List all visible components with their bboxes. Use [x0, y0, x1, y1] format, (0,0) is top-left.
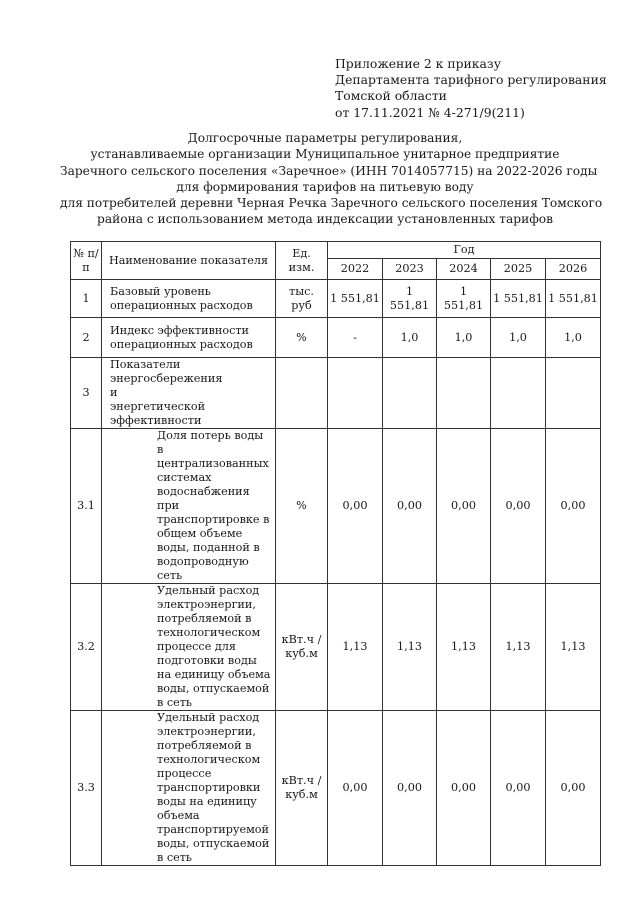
- row-unit: тыс. руб: [276, 280, 328, 318]
- row-num: 3.1: [71, 429, 102, 584]
- row-unit: [276, 358, 328, 429]
- row-value: 1 551,81: [546, 280, 601, 318]
- row-value: [546, 358, 601, 429]
- row-unit: %: [276, 318, 328, 358]
- row-name: Удельный расход электроэнергии, потребляемой в технологическом процессе для подготовки воды на единицу объема воды, отпускаемой в сеть: [102, 584, 276, 711]
- row-value: 1,13: [328, 584, 383, 711]
- row-value: [328, 358, 383, 429]
- row-value: 1,13: [437, 584, 491, 711]
- row-value: 0,00: [328, 711, 383, 866]
- row-name: Доля потерь воды в централизованных системах водоснабжения при транспортировке в общем объеме воды, поданной в водопроводную сеть: [102, 429, 276, 584]
- table-row: [71, 280, 601, 318]
- row-value: 0,00: [546, 429, 601, 584]
- row-value: 0,00: [491, 429, 546, 584]
- title-line: района с использованием метода индексации установленных тарифов: [97, 212, 553, 227]
- row-value: 0,00: [328, 429, 383, 584]
- table-row: [71, 318, 601, 358]
- header-year: 2025: [491, 259, 546, 280]
- row-num: 1: [71, 280, 102, 318]
- row-value: 1 551,81: [383, 280, 437, 318]
- appendix-note-line: от 17.11.2021 № 4-271/9(211): [335, 104, 525, 120]
- row-num: 3.3: [71, 711, 102, 866]
- row-value: 1 551,81: [437, 280, 491, 318]
- title-line: для потребителей деревни Черная Речка Заречного сельского поселения Томского: [60, 196, 603, 211]
- row-value: 1,0: [383, 318, 437, 358]
- row-value: 0,00: [491, 711, 546, 866]
- appendix-note: [335, 56, 607, 121]
- row-unit: кВт.ч / куб.м: [276, 711, 328, 866]
- header-name: Наименование показателя: [102, 242, 276, 280]
- table-row: [71, 429, 601, 584]
- row-value: [383, 358, 437, 429]
- row-value: 0,00: [383, 711, 437, 866]
- row-value: 1,0: [491, 318, 546, 358]
- row-value: 0,00: [437, 711, 491, 866]
- header-year: 2022: [328, 259, 383, 280]
- row-value: 0,00: [383, 429, 437, 584]
- header-year-group: Год: [328, 242, 601, 259]
- row-num: 3: [71, 358, 102, 429]
- table-row: [71, 584, 601, 711]
- row-name: Базовый уровень операционных расходов: [102, 280, 276, 318]
- row-value: 1,13: [546, 584, 601, 711]
- document-title: [60, 130, 603, 228]
- appendix-note-line: Департамента тарифного регулирования: [335, 72, 607, 88]
- row-value: -: [328, 318, 383, 358]
- row-value: 1 551,81: [328, 280, 383, 318]
- row-value: 1 551,81: [491, 280, 546, 318]
- row-value: 0,00: [546, 711, 601, 866]
- row-value: 1,13: [491, 584, 546, 711]
- appendix-note-line: Приложение 2 к приказу: [335, 56, 501, 71]
- row-name: Удельный расход электроэнергии, потребляемой в технологическом процессе транспортировки воды на единицу объема транспортируемой воды, отпускаемой в сеть: [102, 711, 276, 866]
- parameters-table: [70, 241, 601, 866]
- row-value: 0,00: [437, 429, 491, 584]
- header-year: 2023: [383, 259, 437, 280]
- title-line: Долгосрочные параметры регулирования,: [187, 131, 463, 145]
- row-unit: %: [276, 429, 328, 584]
- appendix-note-line: Томской области: [335, 88, 447, 104]
- row-name: Показатели энергосбережения и энергетической эффективности: [102, 358, 276, 429]
- title-line: устанавливаемые организации Муниципальное унитарное предприятие: [90, 147, 560, 162]
- row-unit: кВт.ч / куб.м: [276, 584, 328, 711]
- header-year: 2026: [546, 259, 601, 280]
- row-value: 1,0: [546, 318, 601, 358]
- header-year: 2024: [437, 259, 491, 280]
- row-name: Индекс эффективности операционных расходов: [102, 318, 276, 358]
- table-row: [71, 711, 601, 866]
- row-value: 1,0: [437, 318, 491, 358]
- header-num: № п/п: [71, 242, 102, 280]
- title-line: для формирования тарифов на питьевую воду: [176, 179, 474, 194]
- row-value: 1,13: [383, 584, 437, 711]
- row-num: 2: [71, 318, 102, 358]
- table-row: [71, 358, 601, 429]
- header-unit: Ед. изм.: [276, 242, 328, 280]
- row-num: 3.2: [71, 584, 102, 711]
- row-value: [437, 358, 491, 429]
- row-value: [491, 358, 546, 429]
- title-line: Заречного сельского поселения «Заречное» (ИНН 7014057715) на 2022-2026 годы: [60, 163, 598, 178]
